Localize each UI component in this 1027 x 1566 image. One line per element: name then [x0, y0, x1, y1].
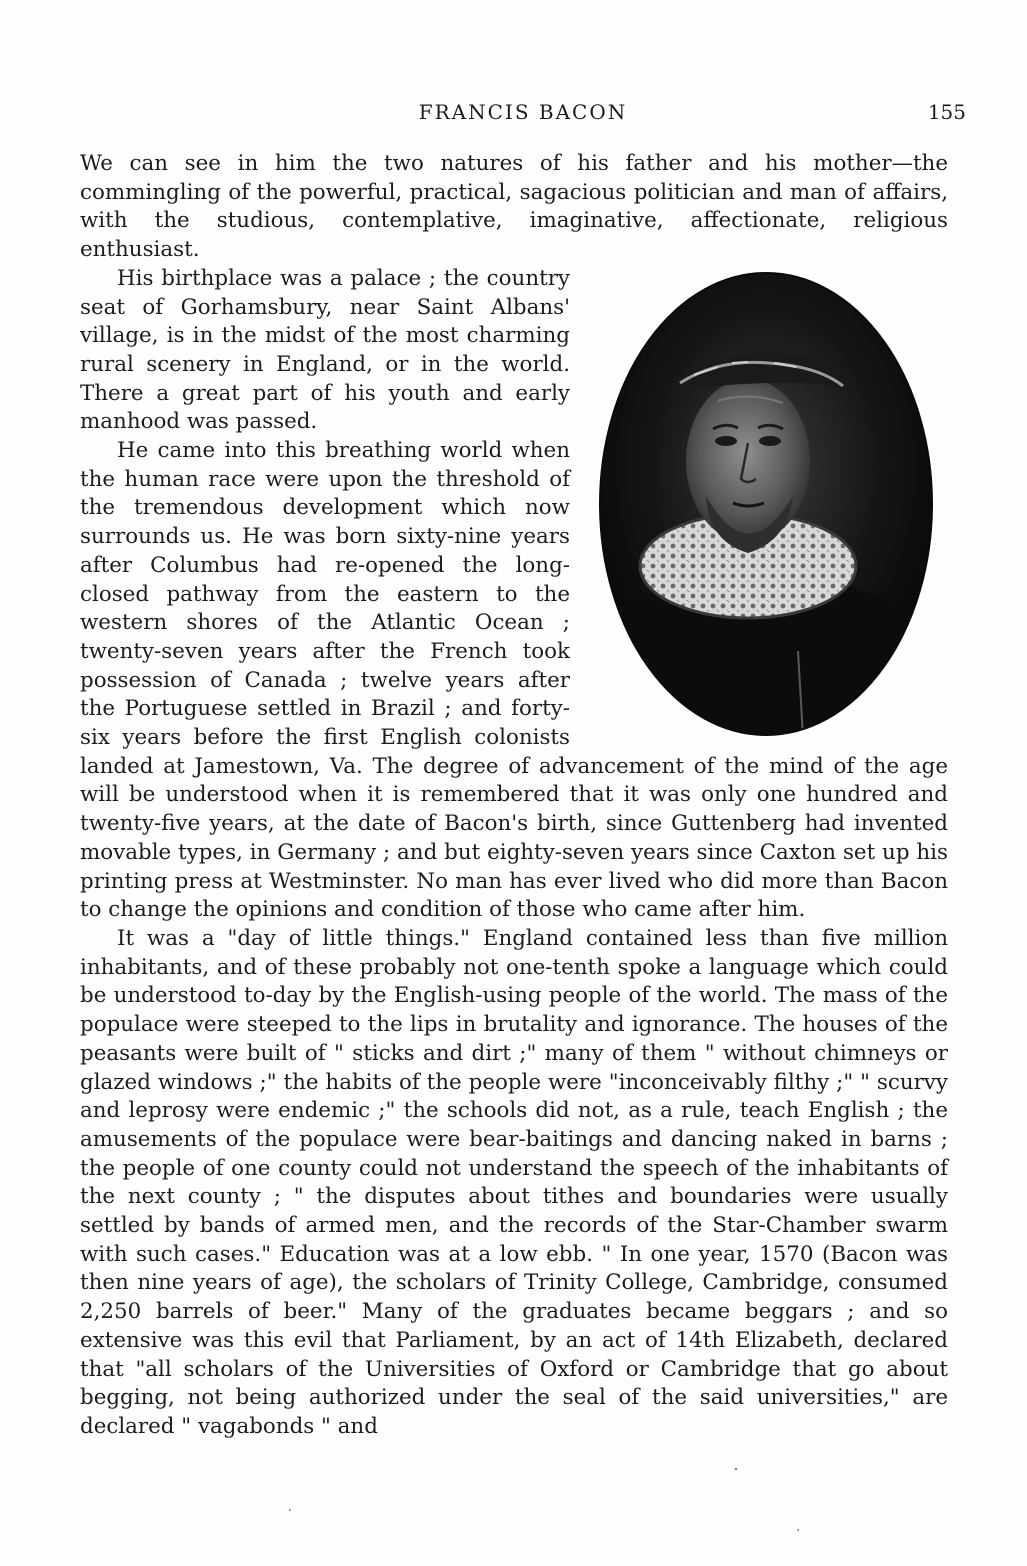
page-header: [80, 100, 966, 130]
portrait-illustration: [584, 265, 948, 745]
page-number: 155: [927, 100, 966, 124]
paragraph-3: He came into this breathing world when the human race were upon the threshold of the tremendous development which now surrounds us. He was born sixty-nine years after Columbus had re-opened the long-closed pathway from the eastern to the western shores of the Atlantic Ocean ; twenty-seven years after the French took possession of Canada ; twelve years after the Portuguese settled in Brazil ; and forty-six years before the first English colonists landed at Jamestown, Va. The degree of advancement of the mind of the age will be understood when it is remembered that it was only one hundred and twenty-five years, at the date of Bacon's birth, since Guttenberg had invented movable types, in Germany ; and but eighty-seven years since Caxton set up his printing press at Westminster. No man has ever lived who did more than Bacon to change the opinions and condition of those who came after him.: [80, 438, 948, 923]
body-text: [80, 150, 948, 1442]
paragraph-1: We can see in him the two natures of his father and his mother—the commingling of the powerful, practical, sagacious politician and man of affairs, with the studious, contemplative, imaginative, affectionate, religious enthusiast.: [80, 151, 948, 263]
running-title: FRANCIS BACON: [418, 100, 628, 124]
paragraph-4: It was a "day of little things." England contained less than five million inhabitants, and of these probably not one-tenth spoke a language which could be understood to-day by the English-using people of the world. The mass of the populace were steeped to the lips in brutality and ignorance. The houses of the peasants were built of " sticks and dirt ;" many of them " without chimneys or glazed windows ;" the habits of the people were "inconceivably filthy ;" " scurvy and leprosy were endemic ;" the schools did not, as a rule, teach English ; the amusements of the populace were bear-baitings and dancing naked in barns ; the people of one county could not understand the speech of the inhabitants of the next county ; " the disputes about tithes and boundaries were usually settled by bands of armed men, and the records of the Star-Chamber swarm with such cases." Education was at a low ebb. " In one year, 1570 (Bacon was then nine years of age), the scholars of Trinity College, Cambridge, consumed 2,250 barrels of beer." Many of the graduates became beggars ; and so extensive was this evil that Parliament, by an act of 14th Elizabeth, declared that "all scholars of the Universities of Oxford or Cambridge that go about begging, not being authorized under the seal of the said universities," are declared " vagabonds " and: [80, 925, 948, 1439]
francis-bacon-portrait: [598, 271, 934, 737]
paragraph-2: His birthplace was a palace ; the country seat of Gorhamsbury, near Saint Albans' village, is in the midst of the most charming rural scenery in England, or in the world. There a great part of his youth and early manhood was passed.: [80, 265, 570, 435]
